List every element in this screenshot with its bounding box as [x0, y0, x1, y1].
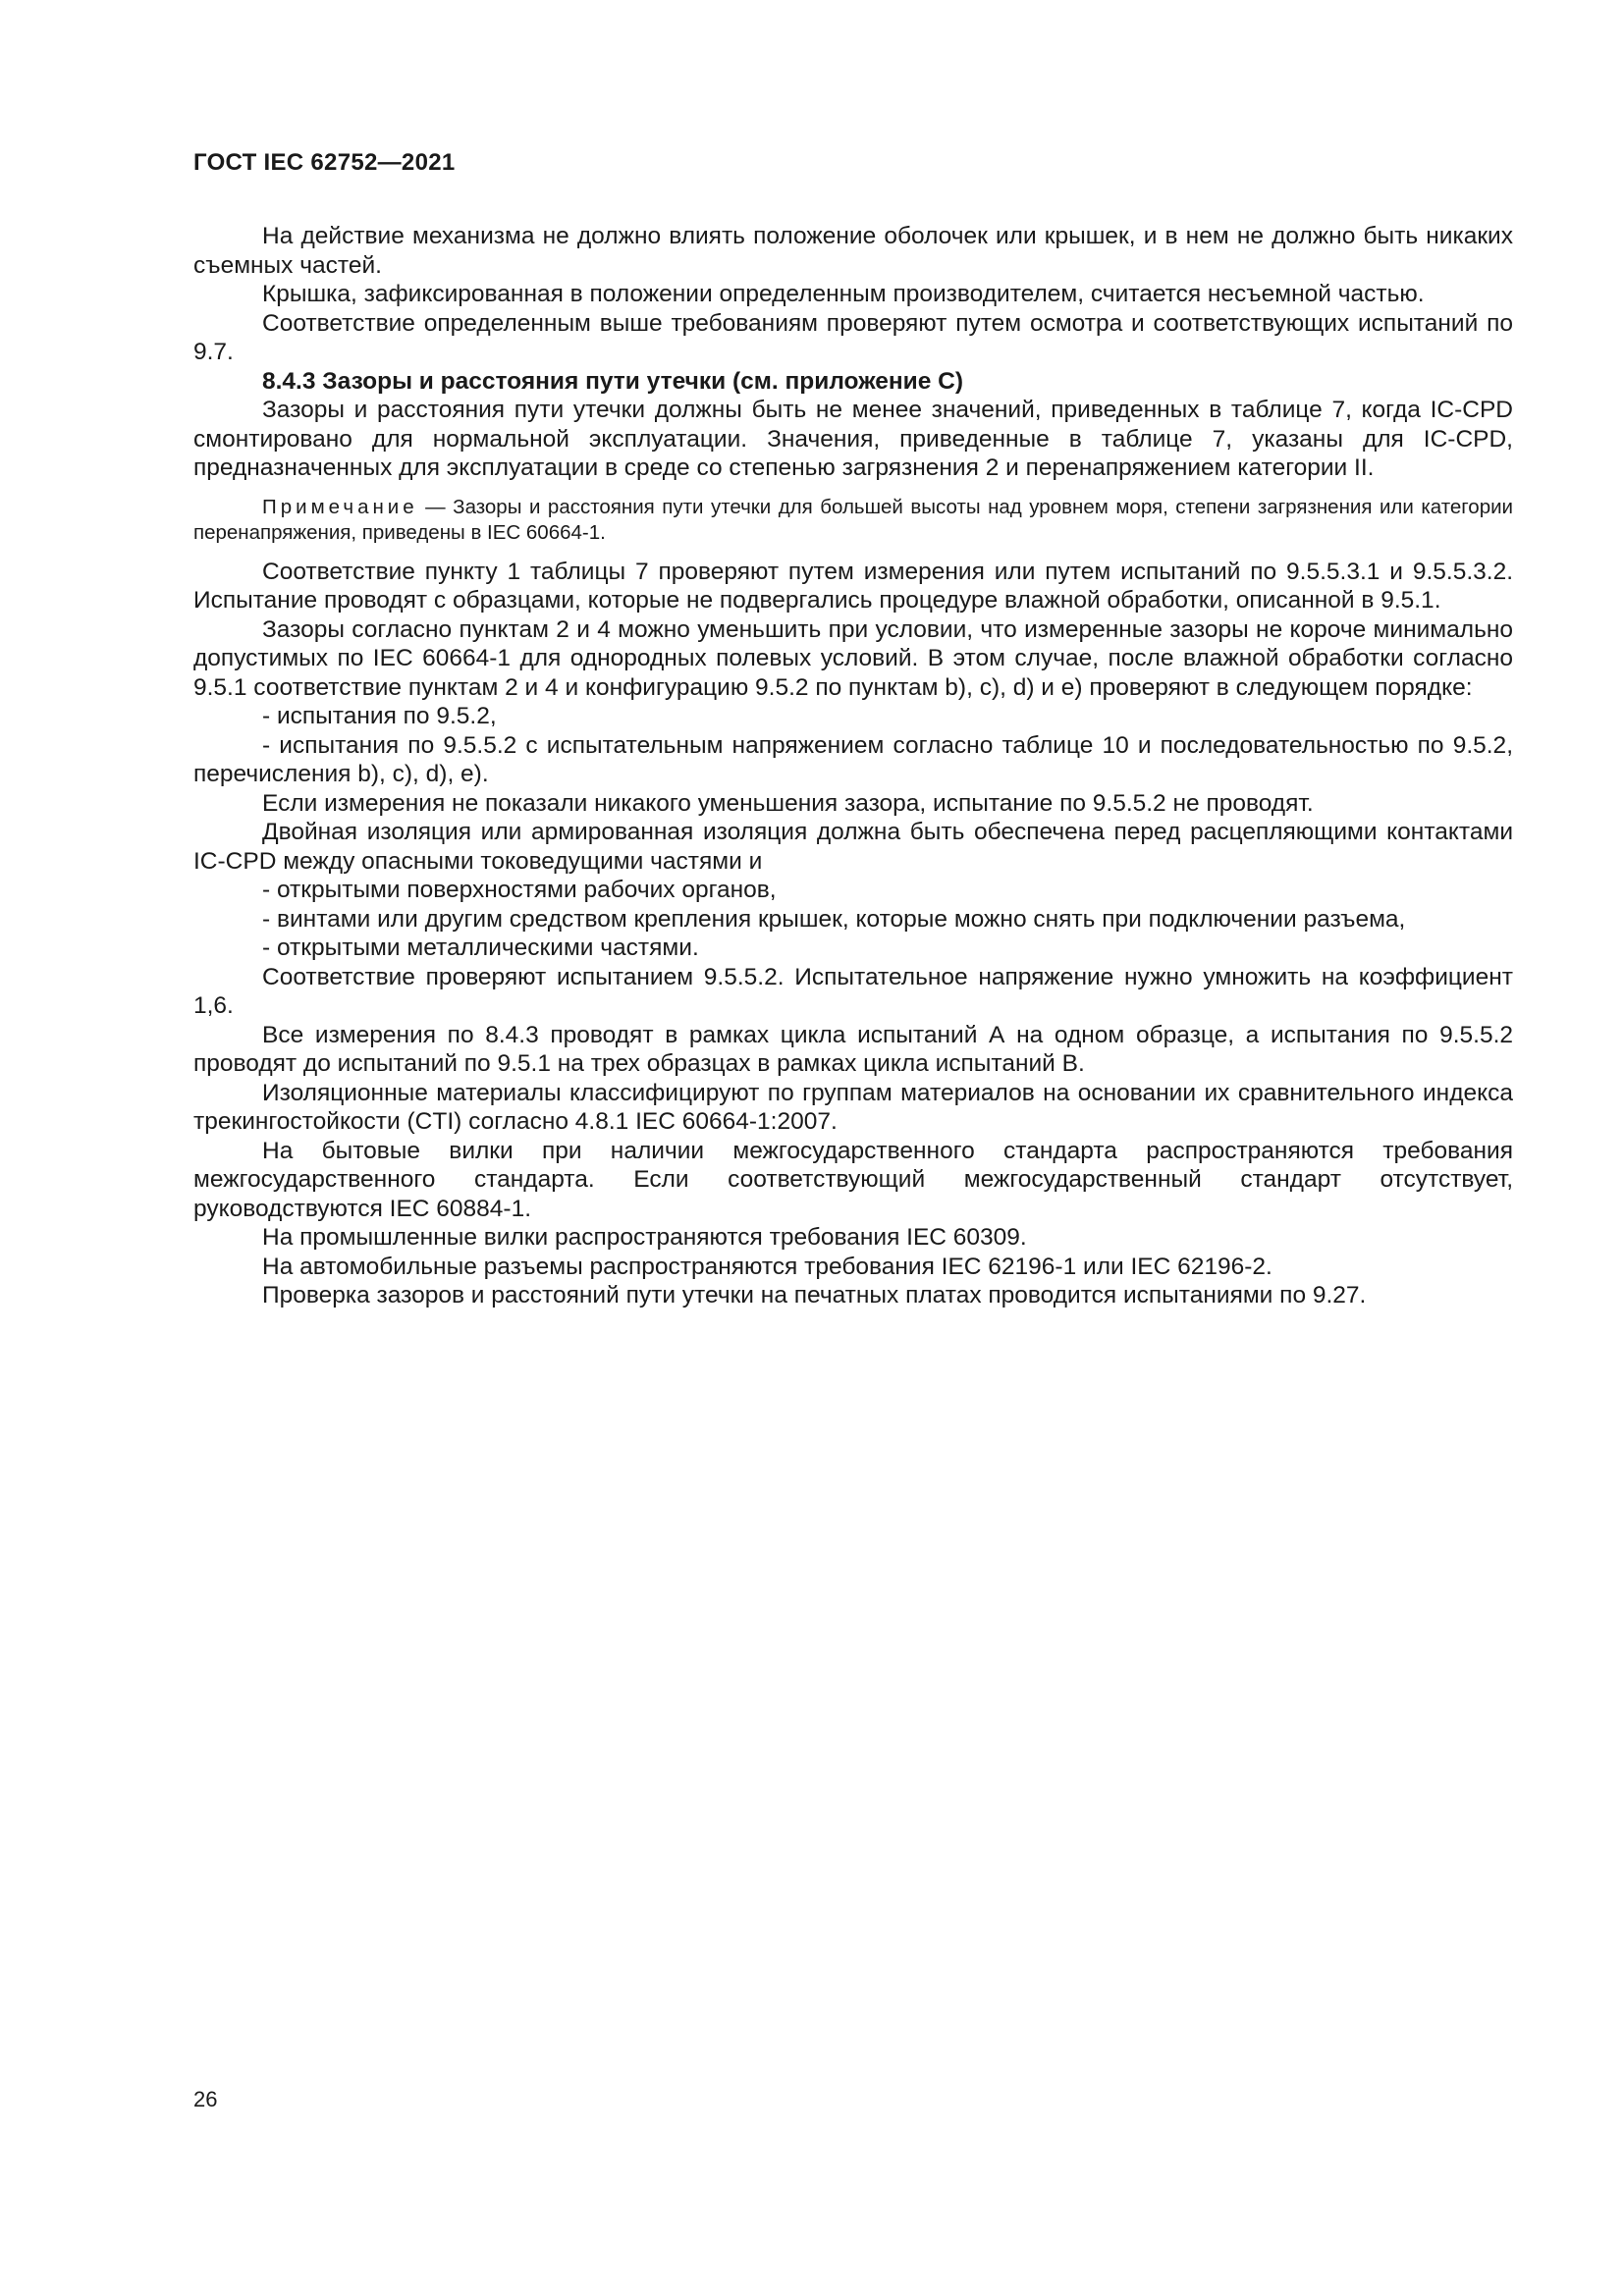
list-item: - открытыми металлическими частями. [262, 934, 699, 961]
paragraph: На промышленные вилки распространяются требования IEC 60309. [262, 1224, 1027, 1251]
page-number: 26 [193, 2087, 218, 2111]
paragraph: Зазоры согласно пунктам 2 и 4 можно уменьшить при условии, что измеренные зазоры не короче минимально допустимых по IEC 60664-1 для однородных полевых условий. В этом случае, после влажной обработки согласно 9.5.1 соответствие пунктам 2 и 4 и конфигурацию 9.5.2 по пунктам b), c), d) и e) проверяют в следующем порядке: [193, 615, 1513, 701]
paragraph: На бытовые вилки при наличии межгосударственного стандарта распространяются требования межгосударственного стандарта. Если соответствующий межгосударственный стандарт отсутствует, руководствуются IEC 60884-1. [193, 1137, 1513, 1222]
paragraph: Соответствие определенным выше требованиям проверяют путем осмотра и соответствующих испытаний по 9.7. [193, 309, 1513, 365]
paragraph: Если измерения не показали никакого уменьшения зазора, испытание по 9.5.5.2 не проводят. [262, 789, 1314, 817]
paragraph: На действие механизма не должно влиять положение оболочек или крышек, и в нем не должно быть никаких съемных частей. [193, 223, 1513, 279]
paragraph: Двойная изоляция или армированная изоляция должна быть обеспечена перед расцепляющими контактами IC-CPD между опасными токоведущими частями и [193, 819, 1513, 875]
paragraph: Проверка зазоров и расстояний пути утечки на печатных платах проводится испытаниями по 9.27. [262, 1282, 1367, 1308]
list-item: - открытыми поверхностями рабочих органов, [262, 877, 777, 903]
list-item: - испытания по 9.5.5.2 с испытательным напряжением согласно таблице 10 и последовательностью по 9.5.2, перечисления b), c), d), e). [193, 731, 1513, 787]
paragraph: Зазоры и расстояния пути утечки должны быть не менее значений, приведенных в таблице 7, когда IC-CPD смонтировано для нормальной эксплуатации. Значения, приведенные в таблице 7, указаны для IC-CPD, предназначенных для эксплуатации в среде со степенью загрязнения 2 и перенапряжением категории II. [193, 397, 1513, 481]
paragraph: Соответствие проверяют испытанием 9.5.5.2. Испытательное напряжение нужно умножить на коэффициент 1,6. [193, 963, 1513, 1019]
paragraph: Крышка, зафиксированная в положении определенным производителем, считается несъемной частью. [262, 281, 1425, 307]
note-text: — Зазоры и расстояния пути утечки для большей высоты над уровнем моря, степени загрязнения или категории перенапряжения, приведены в IEC 60664-1. [193, 495, 1513, 544]
list-item: - испытания по 9.5.2, [262, 703, 497, 729]
document-body [193, 222, 1513, 1310]
list-item: - винтами или другим средством крепления крышек, которые можно снять при подключении разъема, [262, 905, 1406, 933]
paragraph: Изоляционные материалы классифицируют по группам материалов на основании их сравнительного индекса трекингостойкости (CTI) согласно 4.8.1 IEC 60664-1:2007. [193, 1079, 1513, 1135]
paragraph: На автомобильные разъемы распространяются требования IEC 62196-1 или IEC 62196-2. [262, 1253, 1272, 1280]
paragraph: Соответствие пункту 1 таблицы 7 проверяют путем измерения или путем испытаний по 9.5.5.3.1 и 9.5.5.3.2. Испытание проводят с образцами, которые не подвергались процедуре влажной обработки, описанной в 9.5.1. [193, 558, 1513, 614]
paragraph: Все измерения по 8.4.3 проводят в рамках цикла испытаний А на одном образце, а испытания по 9.5.5.2 проводят до испытаний по 9.5.1 на трех образцах в рамках цикла испытаний В. [193, 1021, 1513, 1077]
section-heading: 8.4.3 Зазоры и расстояния пути утечки (см. приложение С) [262, 367, 964, 395]
note-label: Примечание [262, 495, 418, 518]
note [193, 495, 1513, 546]
document-header: ГОСТ IEC 62752—2021 [193, 149, 456, 176]
